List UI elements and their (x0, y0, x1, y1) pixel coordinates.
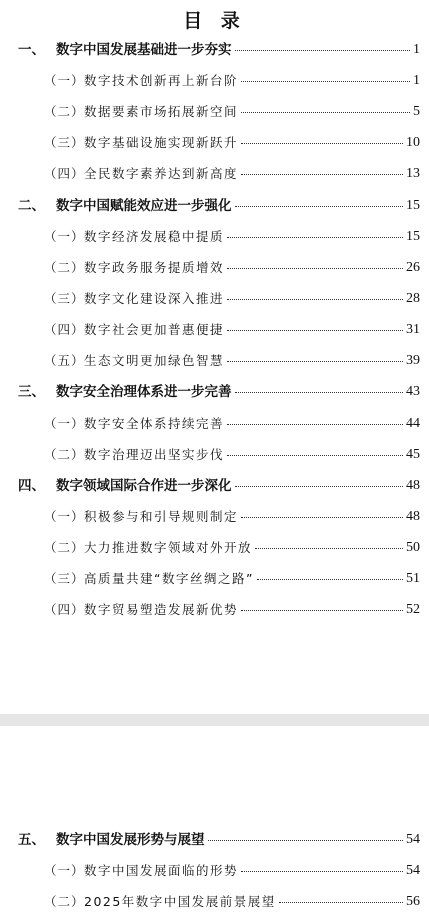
toc-entry-title: 数字文化建设深入推进 (84, 291, 225, 306)
toc-subsection-entry[interactable] (0, 568, 429, 590)
toc-subsection-entry[interactable] (0, 132, 429, 154)
toc-entry-number: （三） (44, 135, 85, 150)
toc-leader-dots (279, 902, 403, 903)
toc-page-number: 1 (413, 42, 420, 57)
toc-page-number: 54 (406, 832, 420, 847)
toc-leader-dots (227, 424, 403, 425)
toc-entry-title: 数字中国赋能效应进一步强化 (56, 198, 232, 214)
toc-page-number: 10 (406, 135, 420, 150)
toc-subsection-entry[interactable] (0, 599, 429, 621)
toc-leader-dots (241, 143, 403, 144)
toc-entry-number: （三） (44, 291, 85, 306)
toc-entry-number: （一） (44, 73, 85, 88)
toc-page-number: 54 (406, 863, 420, 878)
toc-title: 目 录 (183, 10, 246, 32)
toc-page-number: 48 (406, 478, 420, 493)
toc-subsection-entry[interactable] (0, 101, 429, 123)
toc-page-2 (0, 726, 429, 918)
toc-entry-number: （一） (44, 229, 85, 244)
toc-entry-title: 数字基础设施实现新跃升 (84, 135, 239, 150)
toc-entry-title: 数字领域国际合作进一步深化 (56, 478, 232, 494)
toc-entry-number: （二） (44, 104, 85, 119)
toc-leader-dots (241, 174, 403, 175)
toc-subsection-entry[interactable] (0, 257, 429, 279)
toc-leader-dots (227, 268, 403, 269)
toc-entry-number: 二、 (18, 198, 45, 214)
toc-leader-dots (241, 112, 410, 113)
toc-entry-number: （二） (44, 447, 85, 462)
toc-entry-title: 数字安全治理体系进一步完善 (56, 384, 232, 400)
toc-entry-number: 一、 (18, 42, 45, 58)
toc-leader-dots (241, 610, 403, 611)
toc-section-entry[interactable] (0, 829, 429, 851)
toc-page-number: 26 (406, 260, 420, 275)
toc-entry-number: 五、 (18, 832, 45, 848)
toc-entry-title: 2025年数字中国发展前景展望 (84, 894, 276, 909)
toc-entry-number: （一） (44, 863, 85, 878)
toc-entry-title: 高质量共建“数字丝绸之路” (84, 571, 254, 586)
toc-leader-dots (235, 486, 403, 487)
toc-page-number: 1 (413, 73, 420, 88)
toc-leader-dots (235, 392, 403, 393)
toc-page-number: 15 (406, 198, 420, 213)
toc-page-number: 39 (406, 353, 420, 368)
toc-leader-dots (235, 50, 410, 51)
toc-entry-title: 数据要素市场拓展新空间 (84, 104, 239, 119)
toc-entry-title: 数字贸易塑造发展新优势 (84, 602, 239, 617)
toc-subsection-entry[interactable] (0, 288, 429, 310)
toc-entry-number: （四） (44, 166, 85, 181)
toc-leader-dots (208, 840, 403, 841)
toc-leader-dots (227, 361, 403, 362)
toc-entry-title: 数字中国发展基础进一步夯实 (56, 42, 232, 58)
toc-leader-dots (227, 237, 403, 238)
toc-entry-title: 数字技术创新再上新台阶 (84, 73, 239, 88)
toc-page-number: 50 (406, 540, 420, 555)
toc-entry-number: （一） (44, 509, 85, 524)
toc-page-number: 45 (406, 447, 420, 462)
toc-leader-dots (255, 548, 403, 549)
toc-entry-number: （一） (44, 416, 85, 431)
toc-leader-dots (241, 81, 410, 82)
toc-subsection-entry[interactable] (0, 537, 429, 559)
toc-leader-dots (241, 871, 403, 872)
toc-entry-number: 四、 (18, 478, 45, 494)
toc-page-number: 51 (406, 571, 420, 586)
toc-page-number: 31 (406, 322, 420, 337)
toc-page-number: 5 (413, 104, 420, 119)
toc-section-entry[interactable] (0, 39, 429, 61)
toc-entry-title: 数字社会更加普惠便捷 (84, 322, 225, 337)
page-separator (0, 714, 429, 726)
toc-entry-number: （四） (44, 322, 85, 337)
toc-entry-number: （五） (44, 353, 85, 368)
toc-entry-title: 数字安全体系持续完善 (84, 416, 225, 431)
toc-subsection-entry[interactable] (0, 70, 429, 92)
toc-entry-title: 大力推进数字领域对外开放 (84, 540, 253, 555)
toc-subsection-entry[interactable] (0, 506, 429, 528)
toc-entry-number: （二） (44, 260, 85, 275)
toc-entry-title: 数字中国发展面临的形势 (84, 863, 239, 878)
toc-subsection-entry[interactable] (0, 860, 429, 882)
toc-leader-dots (227, 299, 403, 300)
toc-entry-number: （二） (44, 540, 85, 555)
toc-subsection-entry[interactable] (0, 350, 429, 372)
toc-entry-number: （三） (44, 571, 85, 586)
toc-page-number: 13 (406, 166, 420, 181)
toc-subsection-entry[interactable] (0, 891, 429, 913)
toc-entry-title: 积极参与和引导规则制定 (84, 509, 239, 524)
toc-leader-dots (227, 455, 403, 456)
toc-entry-title: 生态文明更加绿色智慧 (84, 353, 225, 368)
toc-entry-title: 数字政务服务提质增效 (84, 260, 225, 275)
toc-page-number: 43 (406, 384, 420, 399)
toc-section-entry[interactable] (0, 195, 429, 217)
toc-entry-number: （四） (44, 602, 85, 617)
toc-subsection-entry[interactable] (0, 444, 429, 466)
toc-subsection-entry[interactable] (0, 413, 429, 435)
toc-leader-dots (227, 330, 403, 331)
toc-entry-title: 数字中国发展形势与展望 (56, 832, 205, 848)
toc-leader-dots (257, 579, 403, 580)
toc-page-number: 56 (406, 894, 420, 909)
toc-leader-dots (241, 517, 403, 518)
toc-page-number: 44 (406, 416, 420, 431)
toc-page-number: 52 (406, 602, 420, 617)
toc-page-number: 15 (406, 229, 420, 244)
toc-section-entry[interactable] (0, 381, 429, 403)
toc-entry-title: 全民数字素养达到新高度 (84, 166, 239, 181)
toc-entry-title: 数字治理迈出坚实步伐 (84, 447, 225, 462)
toc-subsection-entry[interactable] (0, 319, 429, 341)
toc-leader-dots (235, 206, 403, 207)
toc-subsection-entry[interactable] (0, 163, 429, 185)
toc-entry-title: 数字经济发展稳中提质 (84, 229, 225, 244)
toc-page-number: 48 (406, 509, 420, 524)
toc-section-entry[interactable] (0, 475, 429, 497)
toc-page-number: 28 (406, 291, 420, 306)
toc-entry-number: 三、 (18, 384, 45, 400)
toc-entry-number: （二） (44, 894, 85, 909)
toc-subsection-entry[interactable] (0, 226, 429, 248)
